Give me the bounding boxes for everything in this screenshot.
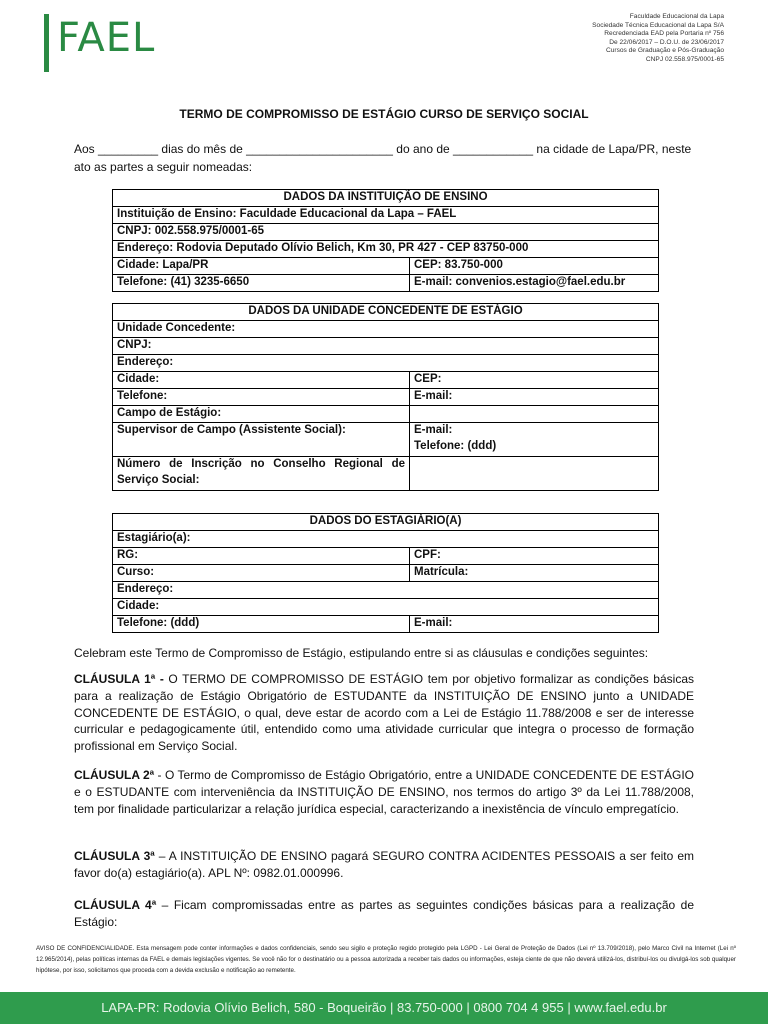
info-line: Faculdade Educacional da Lapa [629, 13, 724, 20]
clause-4 [74, 897, 694, 931]
institution-phone: Telefone: (41) 3235-6650 [113, 275, 410, 292]
institution-email: E-mail: convenios.estagio@fael.edu.br [410, 275, 659, 292]
institution-cnpj: CNPJ: 002.558.975/0001-65 [113, 224, 659, 241]
institution-heading: DADOS DA INSTITUIÇÃO DE ENSINO [113, 190, 659, 207]
info-line: Sociedade Técnica Educacional da Lapa S/A [592, 21, 724, 29]
student-address: Endereço: [113, 582, 659, 599]
clause-3 [74, 848, 694, 882]
student-name: Estagiário(a): [113, 531, 659, 548]
student-table [112, 513, 659, 633]
concedente-email: E-mail: [410, 389, 659, 406]
clause-2 [74, 767, 694, 817]
clause-2-label: CLÁUSULA 2ª [74, 768, 155, 782]
supervisor-contact [410, 423, 659, 457]
logo-bar [44, 14, 49, 72]
concedente-field: Campo de Estágio: [113, 406, 410, 423]
clause-3-label: CLÁUSULA 3ª [74, 849, 155, 863]
student-course: Curso: [113, 565, 410, 582]
concedente-supervisor: Supervisor de Campo (Assistente Social): [113, 423, 410, 457]
clause-1-label: CLÁUSULA 1ª - [74, 672, 164, 686]
supervisor-phone: Telefone: (ddd) [414, 439, 497, 452]
supervisor-email: E-mail: [414, 424, 453, 436]
confidentiality-notice: AVISO DE CONFIDENCIALIDADE. Esta mensagem pode conter informações e dados confidenciais, sendo seu sigilo e proteção regido protegido pela LGPD - Lei Geral de Proteção de Dados (Lei nº 13.709/2018), pelo Marco Civil na Internet (Lei nº 12.965/2014), pelas políticas internas da FAEL e demais legislações vigentes. Se você não for o destinatário ou a pessoa autorizada a receber tais dados ou informações, esteja ciente de que não deverá utilizá-los, distribuí-los ou divulgá-los sob qualquer hipótese, por isso, solicitamos que proceda com a devida exclusão e notificação ao remetente. [36, 945, 736, 974]
empty-cell [410, 457, 659, 491]
info-line: De 22/06/2017 – D.O.U. de 23/06/2017 [609, 38, 724, 46]
clause-4-text: – Ficam compromissadas entre as partes as seguintes condições básicas para a realização de Estágio: [74, 898, 695, 929]
institution-table [112, 189, 659, 292]
clause-3-text: – A INSTITUIÇÃO DE ENSINO pagará SEGURO CONTRA ACIDENTES PESSOAIS a ser feito em favor do(a) estagiário(a). APL Nº: 0982.01.000996. [74, 849, 694, 880]
student-enrollment: Matrícula: [410, 565, 659, 582]
concedente-table [112, 303, 659, 491]
concedente-cnpj: CNPJ: [113, 338, 659, 355]
student-rg: RG: [113, 548, 410, 565]
info-line: Recredenciada EAD pela Portaria nº 756 [604, 30, 724, 38]
clause-4-label: CLÁUSULA 4ª [74, 898, 157, 912]
footer-bar [0, 992, 768, 1024]
student-heading: DADOS DO ESTAGIÁRIO(A) [113, 514, 659, 531]
concedente-unit: Unidade Concedente: [113, 321, 659, 338]
institution-address: Endereço: Rodovia Deputado Olívio Belich, Km 30, PR 427 - CEP 83750-000 [113, 241, 659, 258]
institution-info [484, 13, 724, 65]
info-line: Cursos de Graduação e Pós-Graduação [605, 47, 724, 55]
clause-1-text: O TERMO DE COMPROMISSO DE ESTÁGIO tem por objetivo formalizar as condições básicas para a realização de Estágio Obrigatório de ESTUDANTE da INSTITUIÇÃO DE ENSINO junto a UNIDADE CONCEDENTE DE ESTÁGIO, o qual, deve estar de acordo com a Lei de Estágio 11.788/2008 e ser de interesse curricular e pedagogicamente útil, entendido como uma atividade curricular que integra o processo de formação profissional em Serviço Social. [74, 672, 694, 754]
student-cpf: CPF: [410, 548, 659, 565]
institution-name: Instituição de Ensino: Faculdade Educacional da Lapa – FAEL [113, 207, 659, 224]
celebram-paragraph: Celebram este Termo de Compromisso de Estágio, estipulando entre si as cláusulas e condições seguintes: [74, 646, 649, 660]
concedente-cep: CEP: [410, 372, 659, 389]
student-city: Cidade: [113, 599, 659, 616]
footer-text: LAPA-PR: Rodovia Olívio Belich, 580 - Boqueirão | 83.750-000 | 0800 704 4 955 | www.fael.edu.br [101, 1000, 667, 1015]
info-line: CNPJ 02.558.975/0001-65 [645, 55, 724, 63]
logo-text: FAEL [57, 15, 156, 61]
clause-1 [74, 671, 694, 755]
concedente-phone: Telefone: [113, 389, 410, 406]
intro-paragraph: Aos _________ dias do mês de ______________________ do ano de ____________ na cidade de Lapa/PR, neste ato as partes a seguir nomeadas: [74, 142, 692, 174]
institution-cep: CEP: 83.750-000 [410, 258, 659, 275]
document-title: TERMO DE COMPROMISSO DE ESTÁGIO CURSO DE SERVIÇO SOCIAL [179, 107, 589, 121]
concedente-address: Endereço: [113, 355, 659, 372]
concedente-city: Cidade: [113, 372, 410, 389]
concedente-council: Número de Inscrição no Conselho Regional de Serviço Social: [113, 457, 410, 491]
empty-cell [410, 406, 659, 423]
student-phone: Telefone: (ddd) [113, 616, 410, 633]
institution-city: Cidade: Lapa/PR [113, 258, 410, 275]
concedente-heading: DADOS DA UNIDADE CONCEDENTE DE ESTÁGIO [113, 304, 659, 321]
student-email: E-mail: [410, 616, 659, 633]
fael-logo [44, 12, 184, 72]
clause-2-text: - O Termo de Compromisso de Estágio Obrigatório, entre a UNIDADE CONCEDENTE DE ESTÁGIO e o ESTUDANTE com interveniência da INSTITUIÇÃO DE ENSINO, nos termos do artigo 3º da Lei 11.788/2008, tem por finalidade particularizar a relação jurídica especial, caracterizando a inexistência de vínculo empregatício. [74, 768, 694, 816]
